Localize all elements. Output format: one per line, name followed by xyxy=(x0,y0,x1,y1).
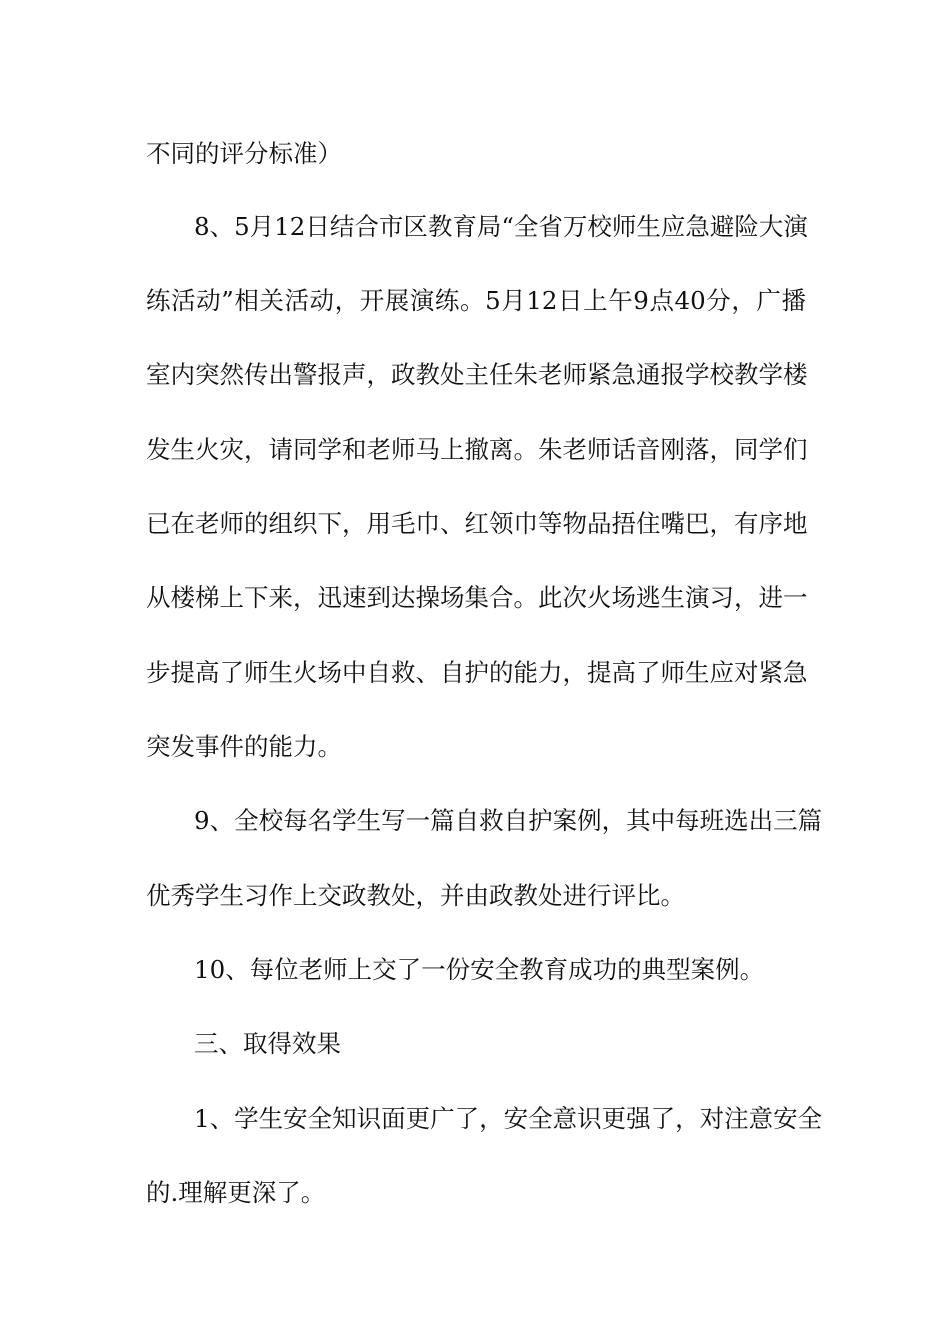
paragraph-8-line: 从楼梯上下来，迅速到达操场集合。此次火场逃生演习，进一 xyxy=(146,583,808,612)
paragraph-8-line: 室内突然传出警报声，政教处主任朱老师紧急通报学校教学楼 xyxy=(146,360,808,389)
result-1-line: 1、学生安全知识面更广了，安全意识更强了，对注意安全 xyxy=(194,1104,823,1133)
paragraph-8-line: 突发事件的能力。 xyxy=(146,732,342,761)
paragraph-8-line: 步提高了师生火场中自救、自护的能力，提高了师生应对紧急 xyxy=(146,658,808,687)
paragraph-8-line: 已在老师的组织下，用毛巾、红领巾等物品捂住嘴巴，有序地 xyxy=(146,509,808,538)
paragraph-9-line: 优秀学生习作上交政教处，并由政教处进行评比。 xyxy=(146,881,685,910)
section-heading: 三、取得效果 xyxy=(194,1029,341,1058)
text-line: 不同的评分标准） xyxy=(146,139,342,168)
paragraph-8-line: 练活动”相关活动，开展演练。5月12日上午9点40分，广播 xyxy=(146,286,806,315)
paragraph-9-line: 9、全校每名学生写一篇自救自护案例，其中每班选出三篇 xyxy=(194,806,823,835)
paragraph-8-line: 发生火灾，请同学和老师马上撤离。朱老师话音刚落，同学们 xyxy=(146,435,808,464)
paragraph-10-line: 10、每位老师上交了一份安全教育成功的典型案例。 xyxy=(194,955,765,984)
result-1-line: 的.理解更深了。 xyxy=(146,1178,326,1207)
paragraph-8-line: 8、5月12日结合市区教育局“全省万校师生应急避险大演 xyxy=(194,212,808,241)
